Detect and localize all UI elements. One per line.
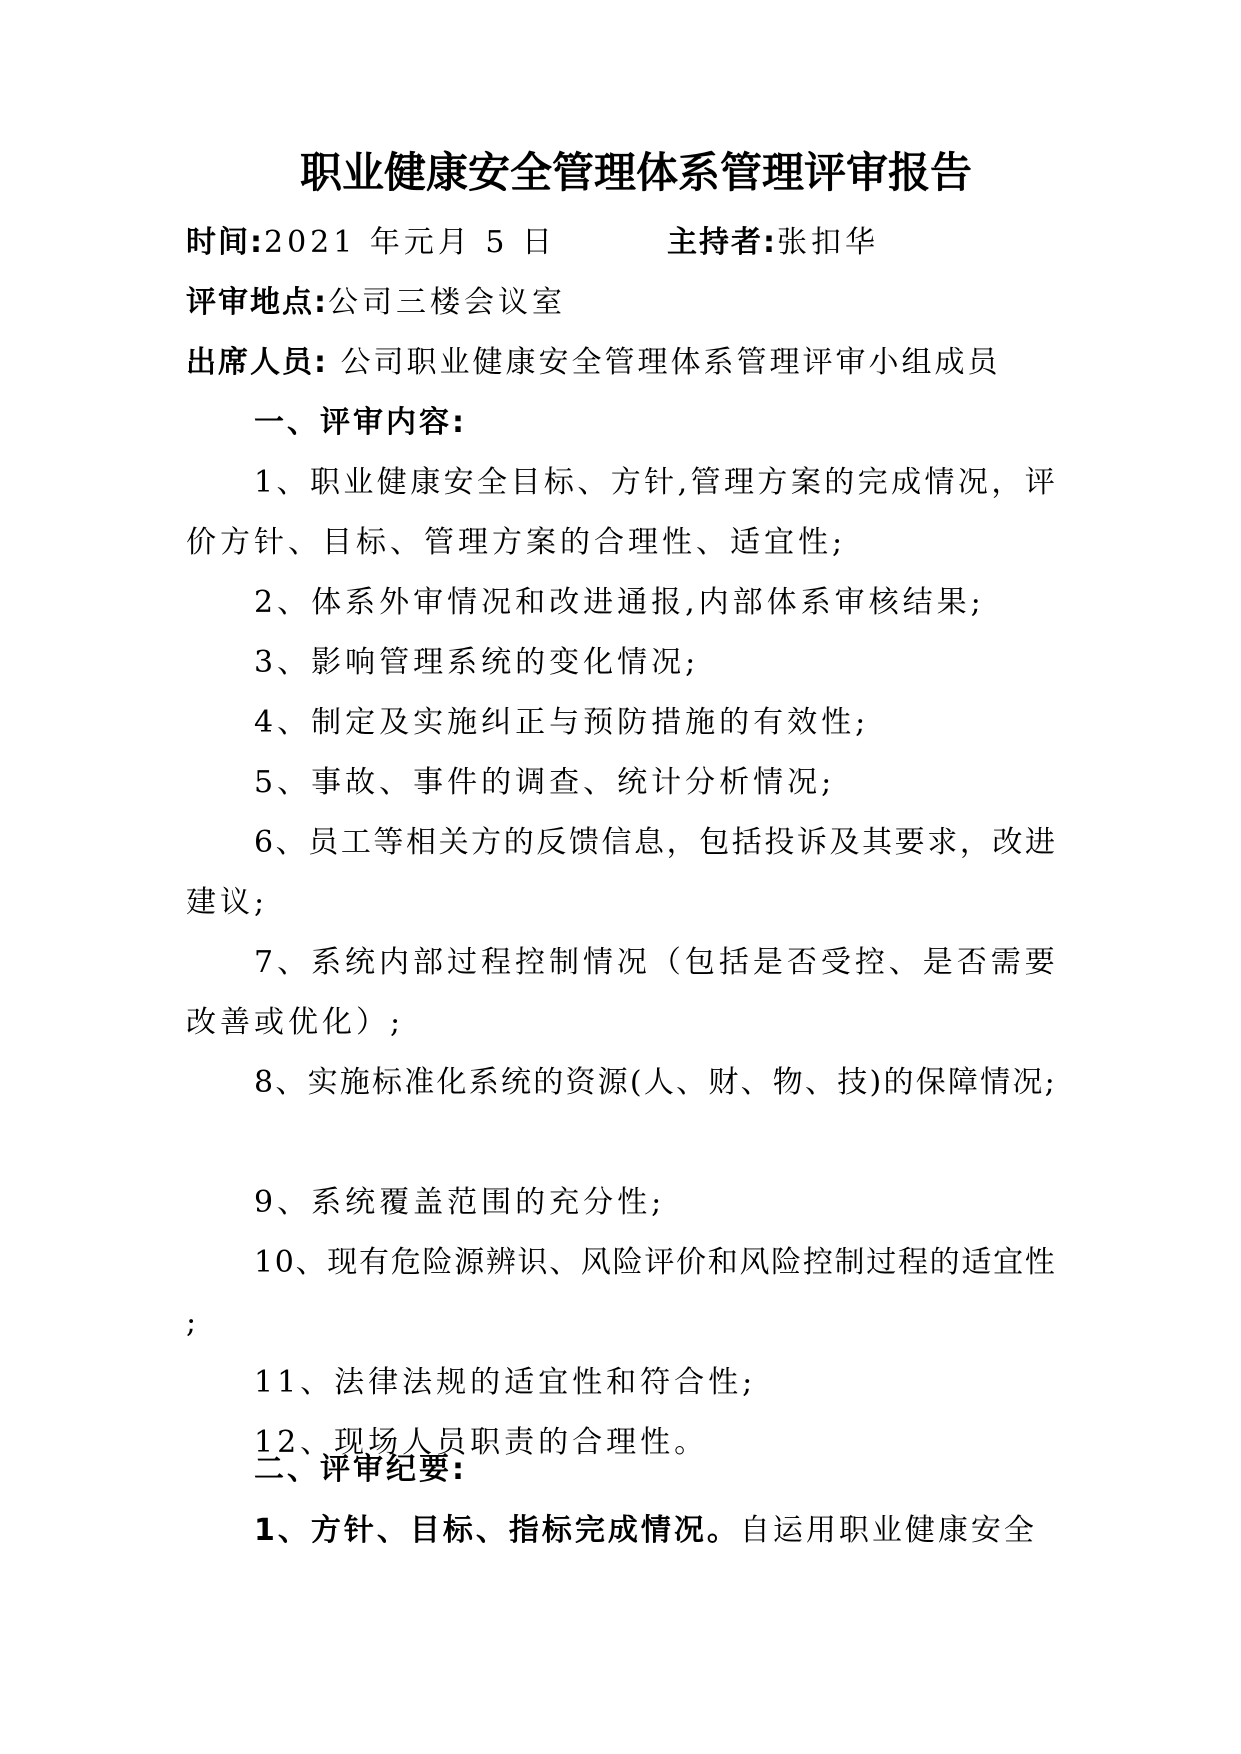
attendees-label: 出席人员:	[186, 345, 328, 380]
location-value: 公司三楼会议室	[328, 285, 566, 320]
host-value: 张扣华	[777, 225, 879, 260]
review-item-line-continued: ;	[186, 1305, 201, 1340]
review-item: 12、现场人员职责的合理性。	[254, 1425, 709, 1460]
attendees-row	[186, 345, 1001, 380]
review-item: 3、影响管理系统的变化情况;	[254, 645, 700, 680]
time-value: 2021 年元月 5 日	[264, 225, 557, 260]
review-item: 2、体系外审情况和改进通报,内部体系审核结果;	[254, 585, 985, 620]
host-row	[667, 225, 879, 260]
review-item-line-continued: 改善或优化）;	[186, 1005, 405, 1040]
review-item-line: 1 0 、 现 有 危 险 源 辨 识 、 风 险 评 价 和 风 险 控 制 过 程 的 适 宜 性	[254, 1245, 1055, 1280]
section1-heading: 一、评审内容:	[254, 405, 467, 440]
host-label: 主持者:	[667, 225, 777, 260]
time-label: 时间:	[186, 225, 264, 260]
summary-1-text: 自运用职业健康安全	[739, 1513, 1037, 1548]
review-item: 5、事故、事件的调查、统计分析情况;	[254, 765, 836, 800]
review-item: 4、制定及实施纠正与预防措施的有效性;	[254, 705, 870, 740]
review-item-line: 6 、 员 工 等 相 关 方 的 反 馈 信 息 ， 包 括 投 诉 及 其 要 求 ， 改 进	[254, 825, 1055, 860]
location-label: 评审地点:	[186, 285, 328, 320]
summary-1-heading: 1、方针、目标、指标完成情况。	[254, 1513, 740, 1548]
time-row	[186, 225, 557, 260]
summary-1	[254, 1513, 1037, 1548]
page-title: 职业健康安全管理体系管理评审报告	[300, 148, 973, 197]
review-item-line: 8 、 实 施 标 准 化 系 统 的 资 源 ( 人 、 财 、 物 、 技 ) 的 保 障 情 况 ;	[254, 1065, 1055, 1100]
location-row	[186, 285, 566, 320]
review-item-line-continued: 价方针、目标、管理方案的合理性、适宜性;	[186, 525, 847, 560]
review-item: 11、法律法规的适宜性和符合性;	[254, 1365, 757, 1400]
review-item-line: 7 、 系 统 内 部 过 程 控 制 情 况 （ 包 括 是 否 受 控 、 是 否 需 要	[254, 945, 1055, 980]
review-item-line: 1 、 职 业 健 康 安 全 目 标 、 方 针 , 管 理 方 案 的 完 成 情 况 ， 评	[254, 465, 1055, 500]
section2-heading: 二、评审纪要:	[254, 1452, 467, 1487]
review-item: 9、系统覆盖范围的充分性;	[254, 1185, 666, 1220]
attendees-value: 公司职业健康安全管理体系管理评审小组成员	[340, 345, 1001, 380]
review-item-line-continued: 建议;	[186, 885, 269, 920]
